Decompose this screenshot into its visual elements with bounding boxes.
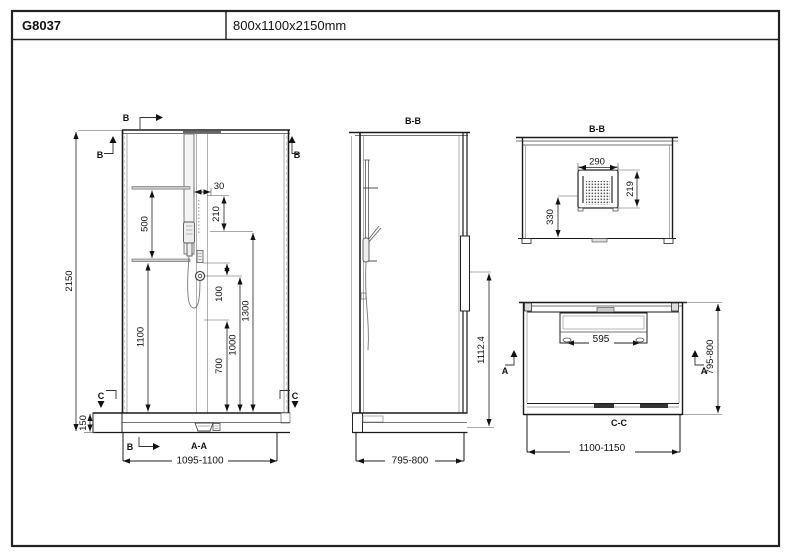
view-label-bb-top: B-B: [589, 124, 605, 134]
svg-text:1100-1150: 1100-1150: [578, 443, 626, 454]
svg-text:C: C: [97, 391, 105, 401]
view-label-cc: C-C: [611, 418, 627, 428]
svg-text:700: 700: [214, 358, 225, 374]
mixer-knob: [196, 272, 205, 281]
model-number: G8037: [22, 18, 62, 33]
drain: [195, 423, 213, 431]
svg-text:290: 290: [589, 156, 605, 168]
door-roller: [594, 404, 614, 408]
door-panel-edge: [461, 236, 470, 311]
svg-text:30: 30: [213, 181, 225, 192]
spray-nozzles: [586, 181, 610, 205]
dim-tray-height: [78, 414, 90, 432]
hand-shower-side: [363, 238, 369, 262]
svg-text:795-800: 795-800: [391, 455, 429, 467]
door-roller: [640, 404, 668, 408]
svg-text:330: 330: [545, 209, 556, 225]
svg-text:1112.4: 1112.4: [476, 336, 487, 364]
svg-text:150: 150: [78, 415, 89, 431]
svg-text:C: C: [291, 391, 299, 401]
view-label-bb-side: B-B: [405, 116, 421, 126]
svg-text:B: B: [293, 150, 301, 160]
overall-size: 800x1100x2150mm: [233, 18, 347, 33]
svg-text:1300: 1300: [240, 300, 252, 322]
svg-text:B: B: [126, 442, 134, 452]
svg-text:210: 210: [211, 206, 222, 222]
svg-text:219: 219: [625, 181, 636, 197]
svg-text:595: 595: [592, 334, 610, 345]
svg-text:A: A: [501, 366, 509, 376]
svg-text:1100: 1100: [135, 326, 147, 348]
svg-text:1095-1100: 1095-1100: [176, 455, 224, 467]
rain-shower-head: [578, 167, 618, 211]
svg-text:795-800: 795-800: [705, 339, 716, 375]
svg-text:A: A: [700, 366, 708, 376]
svg-text:B: B: [122, 113, 130, 123]
svg-text:2150: 2150: [64, 270, 75, 292]
svg-text:500: 500: [139, 216, 151, 232]
svg-text:1000: 1000: [227, 334, 239, 356]
svg-text:100: 100: [214, 286, 225, 302]
svg-text:B: B: [96, 150, 104, 160]
view-label-aa: A-A: [191, 441, 207, 451]
